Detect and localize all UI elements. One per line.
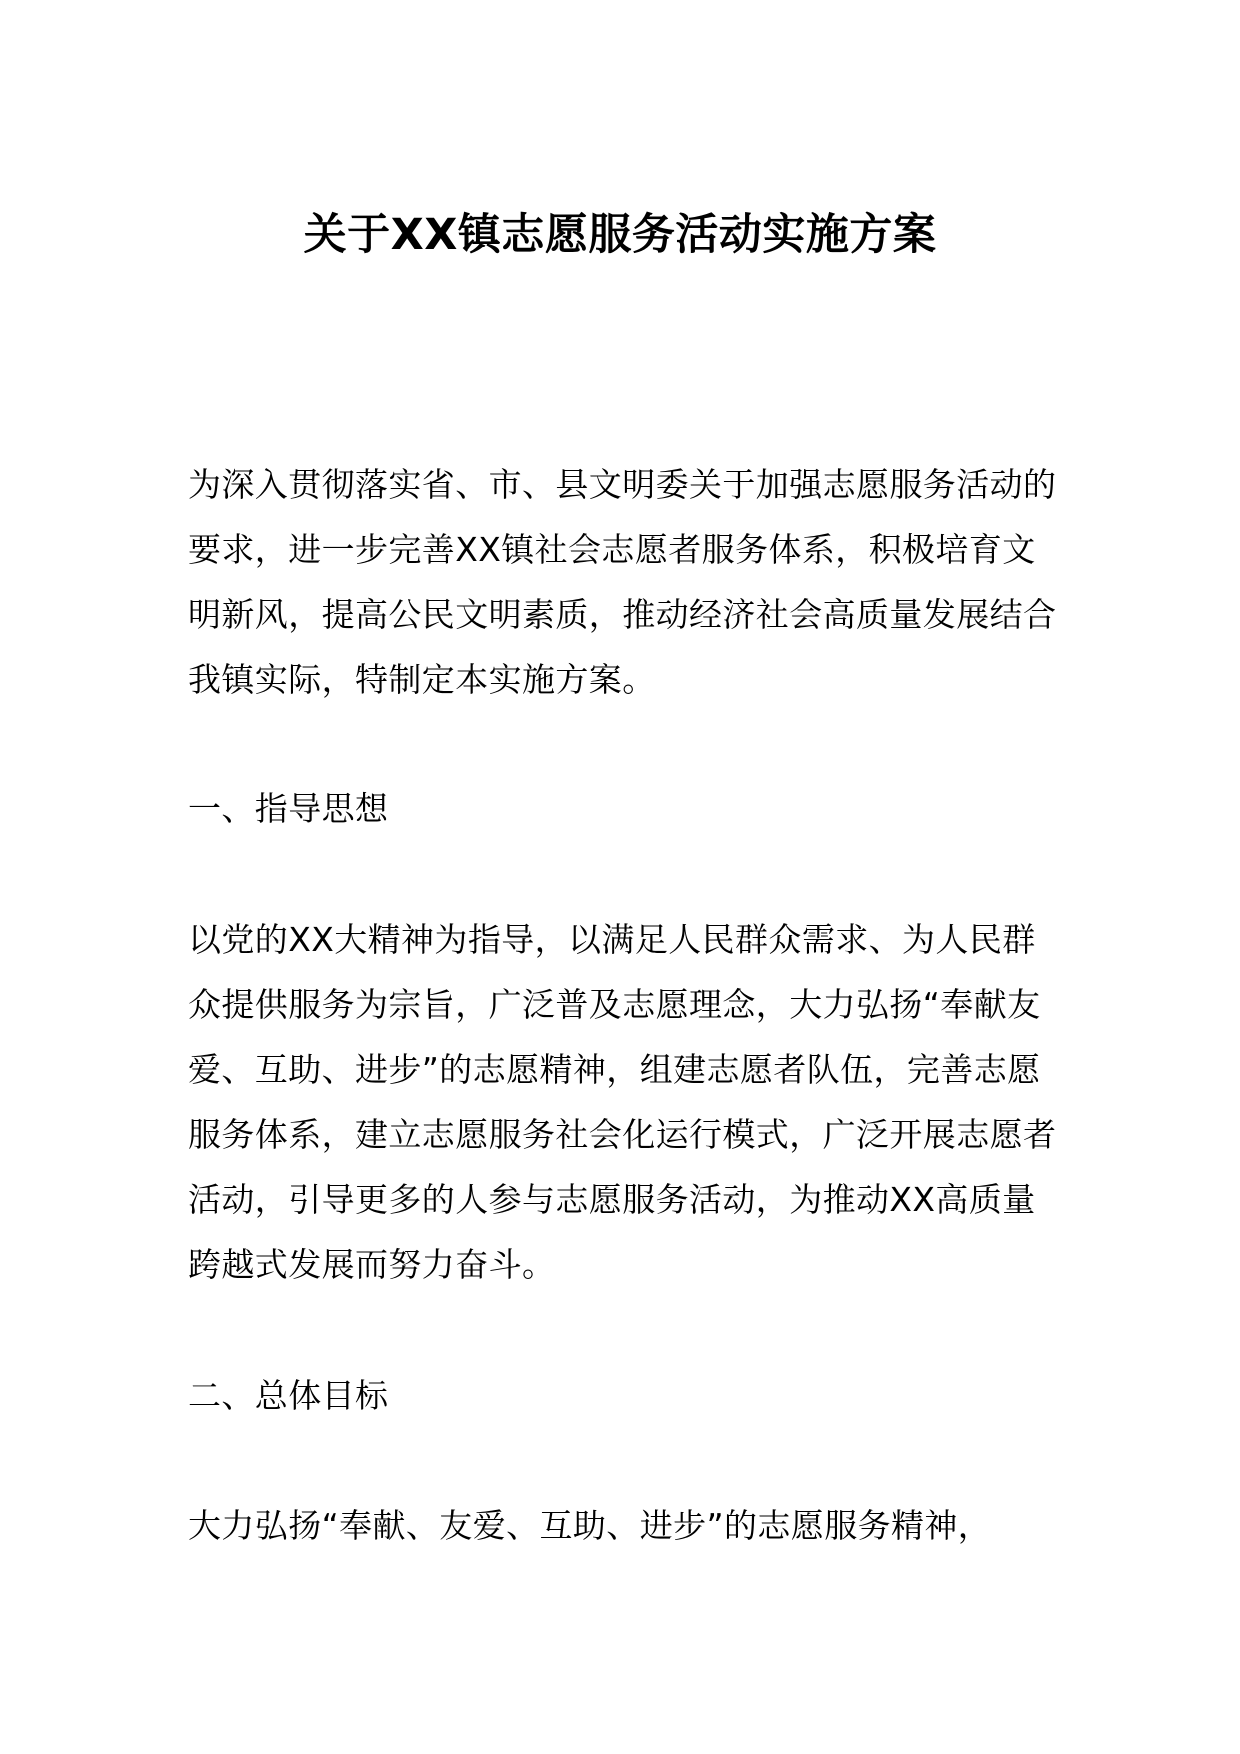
section-body-overall-goal: 大力弘扬“奉献、友爱、互助、进步”的志愿服务精神， (188, 1506, 992, 1545)
section-heading-overall-goal: 二、总体目标 (188, 1376, 389, 1415)
section-body-guiding-ideology: 以党的XX大精神为指导，以满足人民群众需求、为人民群众提供服务为宗旨，广泛普及志愿理念，大力弘扬“奉献友爱、互助、进步”的志愿精神，组建志愿者队伍，完善志愿服务体系，建立志愿服务社会化运行模式，广泛开展志愿者活动，引导更多的人参与志愿服务活动，为推动XX高质量跨越式发展而努力奋斗。 (188, 920, 1057, 1284)
intro-paragraph: 为深入贯彻落实省、市、县文明委关于加强志愿服务活动的要求，进一步完善XX镇社会志愿者服务体系，积极培育文明新风，提高公民文明素质，推动经济社会高质量发展结合我镇实际，特制定本实施方案。 (188, 465, 1057, 699)
document-title: 关于XX镇志愿服务活动实施方案 (303, 210, 937, 260)
section-heading-guiding-ideology: 一、指导思想 (188, 789, 389, 828)
